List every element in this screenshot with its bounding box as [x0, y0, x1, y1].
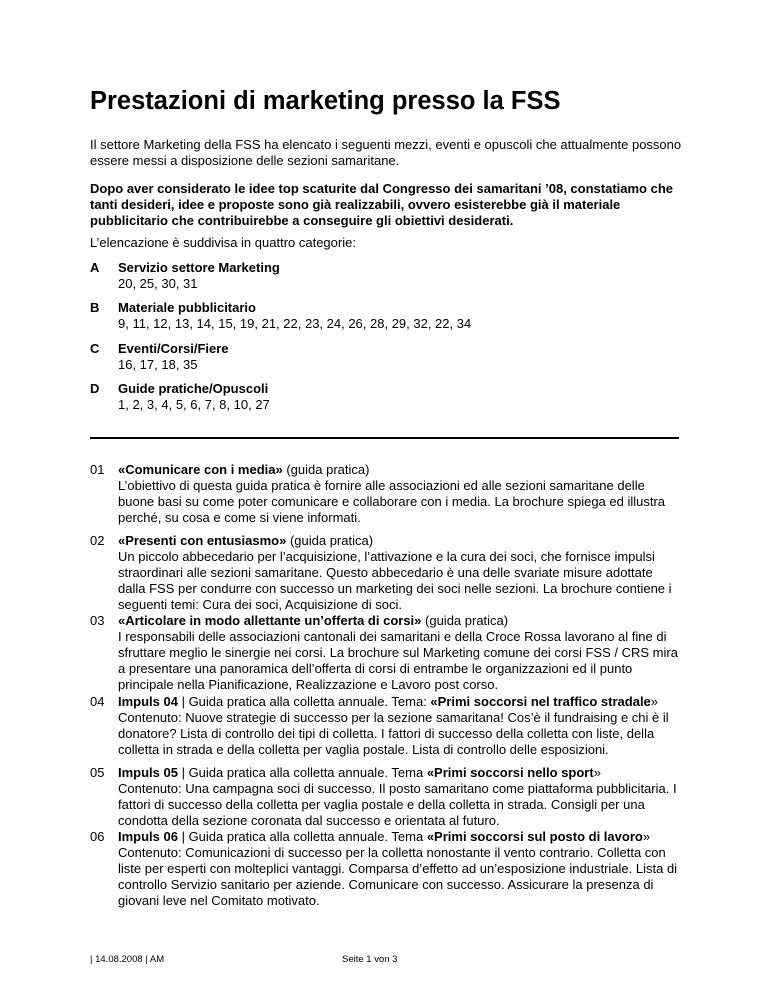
- item-close: »: [650, 694, 659, 709]
- category-letter: D: [90, 381, 100, 396]
- category-title: Eventi/Corsi/Fiere: [118, 341, 229, 356]
- item-body: [118, 462, 678, 526]
- bold-intro-paragraph: Dopo aver considerato le idee top scaturite dal Congresso dei samaritani ’08, constatiamo che tanti desideri, idee e proposte sono già realizzabili, ovvero esisterebbe già il materiale pubblicitario che contribuirebbe a conseguire gli obiettivi desiderati.: [90, 181, 674, 228]
- footer-page-number: Seite 1 von 3: [342, 954, 398, 965]
- category-letter: A: [90, 260, 100, 275]
- item-name: «Articolare in modo allettante un’offerta di corsi»: [118, 613, 422, 628]
- item-text: Contenuto: Comunicazioni di successo per la colletta nonostante il vento contrario. Colletta con liste per esperti con molteplici vantaggi. Comparsa d’effetto ad un’esposizione industriale. Lista di controllo Servizio sanitario per aziende. Comunicare con successo. Assicurare la presenza di giovani leve nel Comitato motivato.: [118, 845, 678, 908]
- category-letter: C: [90, 341, 100, 356]
- item-number: 01: [90, 462, 105, 477]
- item-topic: «Primi soccorsi nello sport: [426, 765, 594, 780]
- item-body: [118, 533, 678, 613]
- item-text: Contenuto: Una campagna soci di successo. Il posto samaritano come piattaforma pubblicitaria. I fattori di successo della colletta per vaglia postale e della colletta in strada. Consigli per una condotta della sezione coronata dal successo e orientata al futuro.: [118, 781, 677, 828]
- category-title: Materiale pubblicitario: [118, 300, 256, 315]
- category-letter: B: [90, 300, 100, 315]
- item-text: L’obiettivo di questa guida pratica è fornire alle associazioni ed alle sezioni samaritane delle buone basi su come poter comunicare e collaborare con i media. La brochure spiega ed illustra perché, su cosa e come si viene informati.: [118, 478, 666, 525]
- category-numbers: 16, 17, 18, 35: [118, 357, 198, 372]
- item-text: Contenuto: Nuove strategie di successo per la sezione samaritana! Cos’è il fundraising e chi è il donatore? Lista di controllo dei tipi di colletta. I fattori di successo della colletta con liste, della colletta in strada e della colletta per vaglia postale. Lista di controllo delle esposizioni.: [118, 710, 669, 757]
- page-title: Prestazioni di marketing presso la FSS: [90, 87, 561, 115]
- intro-paragraph: Il settore Marketing della FSS ha elencato i seguenti mezzi, eventi e opuscoli che attualmente possono essere messi a disposizione delle sezioni samaritane.: [90, 137, 682, 168]
- item-name: «Comunicare con i media»: [118, 462, 283, 477]
- item-type: (guida pratica): [282, 462, 370, 477]
- item-type: (guida pratica): [421, 613, 509, 628]
- item-body: [118, 829, 678, 909]
- item-number: 06: [90, 829, 105, 844]
- item-body: [118, 694, 678, 758]
- footer-date: | 14.08.2008 | AM: [90, 954, 165, 965]
- item-number: 02: [90, 533, 105, 548]
- item-text: I responsabili delle associazioni cantonali dei samaritani e della Croce Rossa lavorano al fine di sfruttare meglio le sinergie nei corsi. La brochure sul Marketing comune dei corsi FSS / CRS mira a presentare una panoramica dell’offerta di corsi di entrambe le organizzazioni ed il punto principale nella Pianificazione, Realizzazione e Lavoro post corso.: [118, 629, 678, 692]
- item-number: 03: [90, 613, 105, 628]
- item-number: 04: [90, 694, 105, 709]
- item-close: »: [642, 829, 651, 844]
- item-number: 05: [90, 765, 105, 780]
- item-name: Impuls 06: [118, 829, 178, 844]
- item-topic: «Primi soccorsi sul posto di lavoro: [426, 829, 643, 844]
- category-numbers: 1, 2, 3, 4, 5, 6, 7, 8, 10, 27: [118, 397, 270, 412]
- horizontal-divider: [90, 437, 679, 439]
- item-type: (guida pratica): [286, 533, 374, 548]
- item-topic: «Primi soccorsi nel traffico stradale: [430, 694, 651, 709]
- item-name: Impuls 05: [118, 765, 178, 780]
- category-title: Guide pratiche/Opuscoli: [118, 381, 269, 396]
- item-name: «Presenti con entusiasmo»: [118, 533, 287, 548]
- category-title: Servizio settore Marketing: [118, 260, 280, 275]
- item-body: [118, 613, 678, 693]
- item-mid: | Guida pratica alla colletta annuale. Tema: [177, 829, 427, 844]
- item-close: »: [593, 765, 601, 780]
- item-text: Un piccolo abbecedario per l’acquisizione, l’attivazione e la cura dei soci, che fornisce impulsi straordinari alle sezioni samaritane. Questo abbecedario è una delle svariate misure adottate dalla FSS per condurre con successo un marketing dei soci nelle sezioni. La brochure contiene i seguenti temi: Cura dei soci, Acquisizione di soci.: [118, 549, 672, 612]
- item-name: Impuls 04: [118, 694, 178, 709]
- categories-intro: L’elencazione è suddivisa in quattro categorie:: [90, 235, 356, 250]
- category-numbers: 9, 11, 12, 13, 14, 15, 19, 21, 22, 23, 24, 26, 28, 29, 32, 22, 34: [118, 316, 472, 331]
- item-mid: | Guida pratica alla colletta annuale. Tema: [177, 765, 427, 780]
- item-mid: | Guida pratica alla colletta annuale. Tema:: [177, 694, 431, 709]
- category-numbers: 20, 25, 30, 31: [118, 276, 198, 291]
- item-body: [118, 765, 678, 829]
